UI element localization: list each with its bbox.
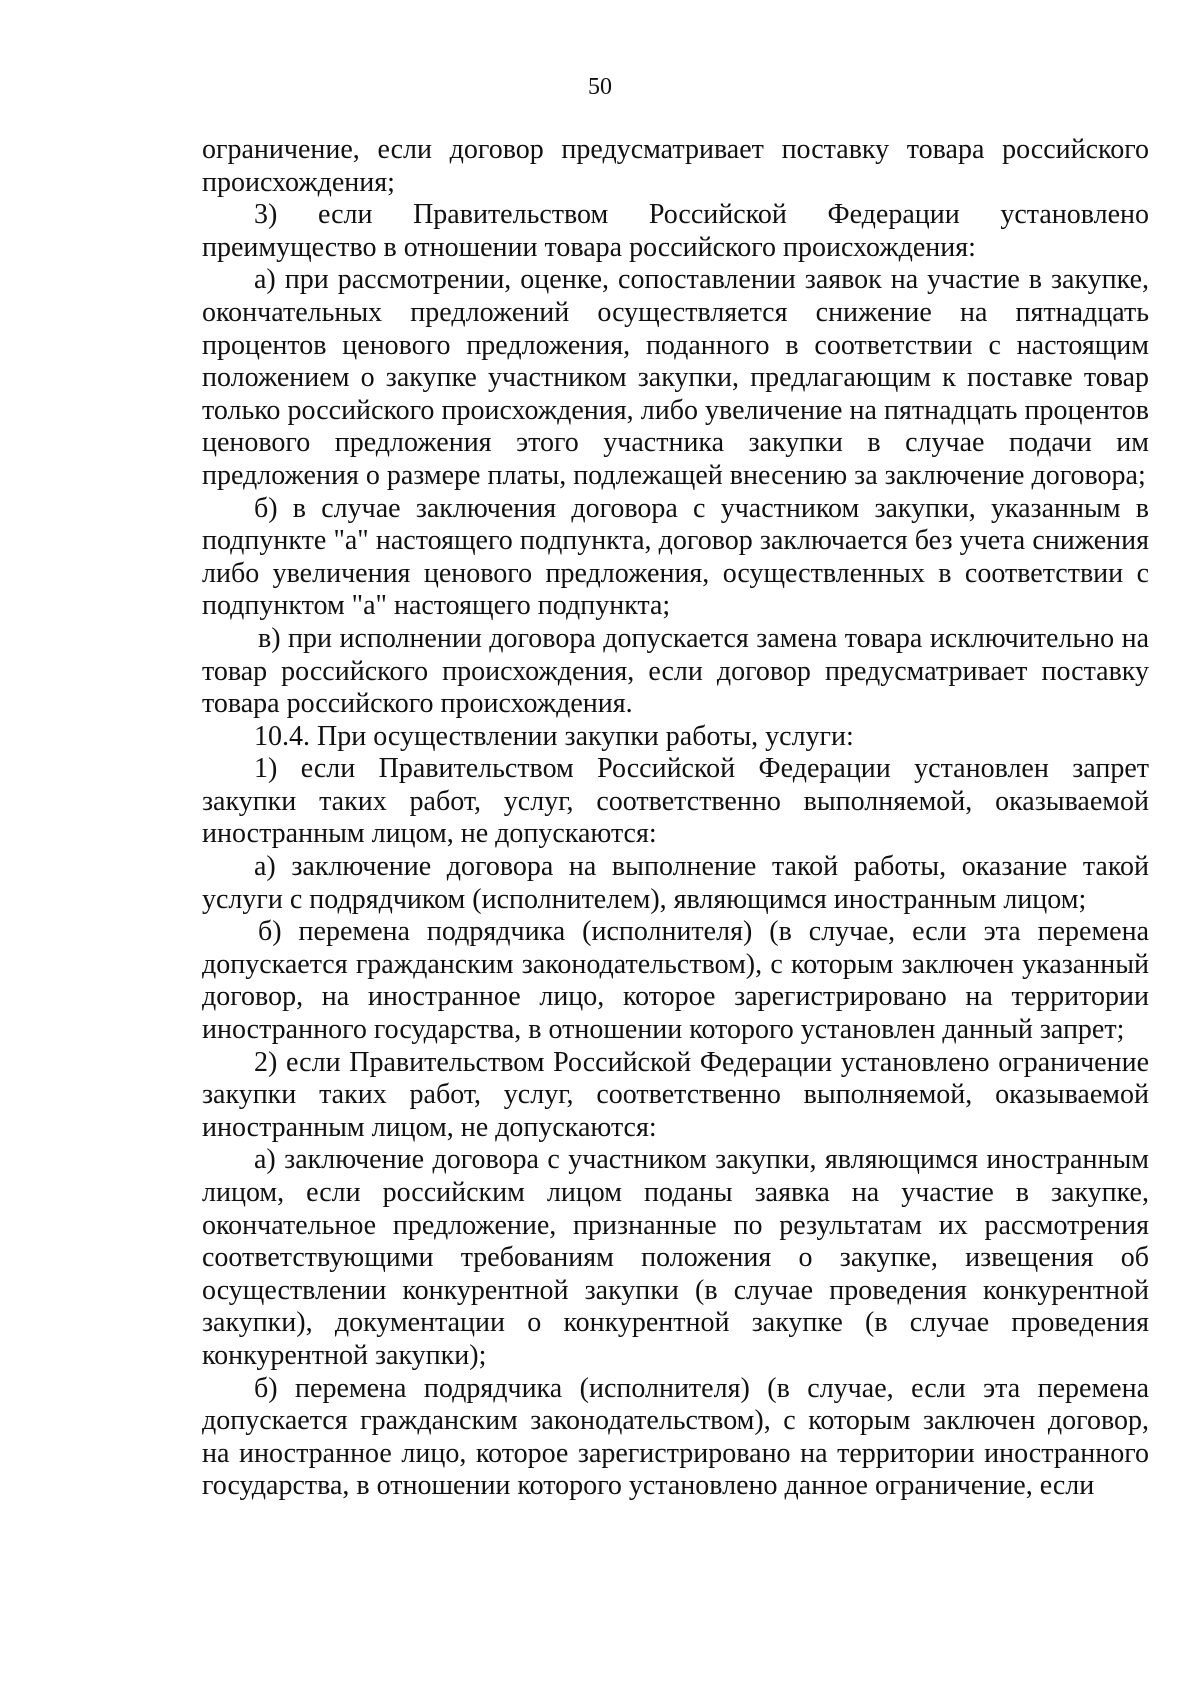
paragraph-section-10-4: 10.4. При осуществлении закупки работы, услуги: <box>254 720 854 752</box>
body-text <box>202 134 1149 1503</box>
paragraph-continuation: ограничение, если договор предусматривает поставку товара российского происхождения; <box>202 134 1149 198</box>
paragraph-item-3b: б) в случае заключения договора с участником закупки, указанным в подпункте "а" настоящего подпункта, договор заключается без учета снижения либо увеличения ценового предложения, осуществленных в соответствии с подпунктом "а" настоящего подпункта; <box>202 492 1149 622</box>
paragraph-item-2a: а) заключение договора с участником закупки, являющимся иностранным лицом, если российским лицом поданы заявка на участие в закупке, окончательное предложение, признанные по результатам их рассмотрения соответствующими требованиям положения о закупке, извещения об осуществлении конкурентной закупки (в случае проведения конкурентной закупки), документации о конкурентной закупке (в случае проведения конкурентной закупки); <box>202 1144 1149 1371</box>
paragraph-item-3: 3) если Правительством Российской Федерации установлено преимущество в отношении товара российского происхождения: <box>202 199 1149 263</box>
paragraph-item-1a: а) заключение договора на выполнение такой работы, оказание такой услуги с подрядчиком (исполнителем), являющимся иностранным лицом; <box>202 851 1149 915</box>
paragraph-item-2b: б) перемена подрядчика (исполнителя) (в случае, если эта перемена допускается гражданским законодательством), с которым заключен договор, на иностранное лицо, которое зарегистрировано на территории иностранного государства, в отношении которого установлено данное ограничение, если <box>202 1372 1149 1502</box>
paragraph-item-3v: в) при исполнении договора допускается замена товара исключительно на товар российского происхождения, если договор предусматривает поставку товара российского происхождения. <box>202 622 1149 720</box>
paragraph-item-1: 1) если Правительством Российской Федерации установлен запрет закупки таких работ, услуг, соответственно выполняемой, оказываемой иностранным лицом, не допускаются: <box>202 753 1149 850</box>
page-number: 50 <box>588 74 612 100</box>
paragraph-item-2: 2) если Правительством Российской Федерации установлено ограничение закупки таких работ, услуг, соответственно выполняемой, оказываемой иностранным лицом, не допускаются: <box>202 1046 1149 1143</box>
paragraph-item-3a: а) при рассмотрении, оценке, сопоставлении заявок на участие в закупке, окончательных предложений осуществляется снижение на пятнадцать процентов ценового предложения, поданного в соответствии с настоящим положением о закупке участником закупки, предлагающим к поставке товар только российского происхождения, либо увеличение на пятнадцать процентов ценового предложения этого участника закупки в случае подачи им предложения о размере платы, подлежащей внесению за заключение договора; <box>202 264 1149 491</box>
paragraph-item-1b: б) перемена подрядчика (исполнителя) (в случае, если эта перемена допускается гражданским законодательством), с которым заключен указанный договор, на иностранное лицо, которое зарегистрировано на территории иностранного государства, в отношении которого установлен данный запрет; <box>202 916 1149 1046</box>
